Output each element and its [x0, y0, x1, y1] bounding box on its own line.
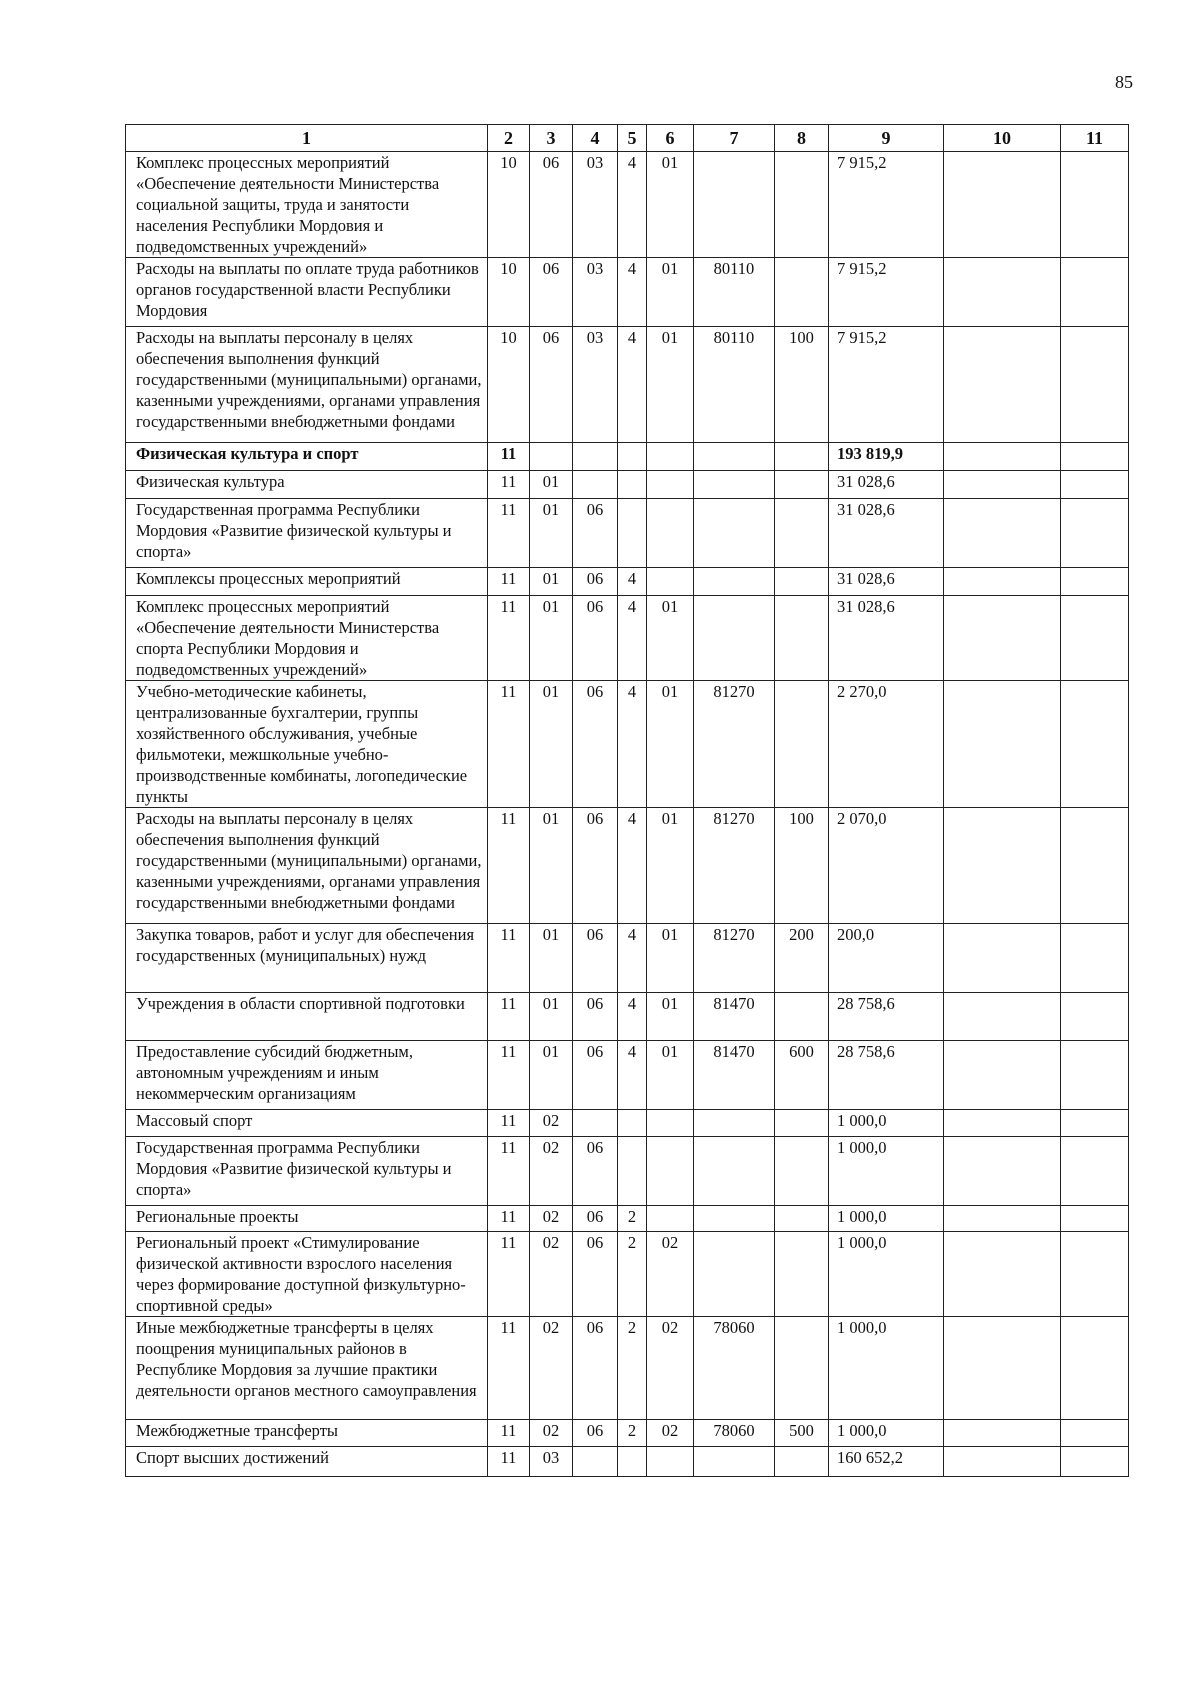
code-cell-col-7: 80110	[694, 327, 775, 443]
code-cell-col-11	[1061, 1447, 1129, 1477]
code-cell-col-2: 11	[488, 1206, 530, 1232]
code-cell-col-2: 11	[488, 499, 530, 568]
code-cell-col-7	[694, 443, 775, 471]
code-cell-col-8	[775, 443, 829, 471]
row-name-cell: Комплекс процессных мероприятий «Обеспечение деятельности Министерства социальной защиты, труда и занятости населения Республики Мордовия и подведомственных учреждений»	[126, 152, 488, 258]
code-cell-col-3: 06	[530, 152, 573, 258]
column-header-5: 5	[618, 125, 647, 152]
code-cell-col-7	[694, 1206, 775, 1232]
code-cell-col-2: 11	[488, 1110, 530, 1137]
code-cell-col-2: 10	[488, 152, 530, 258]
code-cell-col-3: 01	[530, 808, 573, 924]
code-cell-col-3: 01	[530, 681, 573, 808]
row-name-cell: Физическая культура и спорт	[126, 443, 488, 471]
code-cell-col-8	[775, 1137, 829, 1206]
code-cell-col-11	[1061, 499, 1129, 568]
code-cell-col-3: 02	[530, 1317, 573, 1420]
code-cell-col-10	[944, 681, 1061, 808]
code-cell-col-10	[944, 152, 1061, 258]
code-cell-col-3: 01	[530, 471, 573, 499]
table-row	[126, 1110, 1129, 1137]
code-cell-col-11	[1061, 1317, 1129, 1420]
code-cell-col-11	[1061, 471, 1129, 499]
code-cell-col-10	[944, 1232, 1061, 1317]
code-cell-col-7	[694, 471, 775, 499]
code-cell-col-4: 06	[573, 1420, 618, 1447]
row-name-cell: Закупка товаров, работ и услуг для обеспечения государственных (муниципальных) нужд	[126, 924, 488, 993]
column-header-9: 9	[829, 125, 944, 152]
code-cell-col-10	[944, 993, 1061, 1041]
code-cell-col-6	[647, 499, 694, 568]
code-cell-col-6: 01	[647, 808, 694, 924]
table-row	[126, 681, 1129, 808]
table-row	[126, 1447, 1129, 1477]
code-cell-col-7	[694, 1232, 775, 1317]
row-name-cell: Комплекс процессных мероприятий «Обеспечение деятельности Министерства спорта Республики Мордовия и подведомственных учреждений»	[126, 596, 488, 681]
code-cell-col-4	[573, 1447, 618, 1477]
code-cell-col-6: 01	[647, 152, 694, 258]
code-cell-col-11	[1061, 1420, 1129, 1447]
code-cell-col-10	[944, 499, 1061, 568]
table-row	[126, 808, 1129, 924]
code-cell-col-8	[775, 499, 829, 568]
code-cell-col-3: 01	[530, 568, 573, 596]
code-cell-col-5: 4	[618, 1041, 647, 1110]
amount-cell: 2 270,0	[829, 681, 944, 808]
table-row	[126, 443, 1129, 471]
row-name-cell: Региональный проект «Стимулирование физической активности взрослого населения через формирование доступной физкультурно-спортивной среды»	[126, 1232, 488, 1317]
code-cell-col-8: 600	[775, 1041, 829, 1110]
amount-cell: 1 000,0	[829, 1110, 944, 1137]
amount-cell: 7 915,2	[829, 152, 944, 258]
code-cell-col-11	[1061, 681, 1129, 808]
code-cell-col-6	[647, 471, 694, 499]
code-cell-col-2: 11	[488, 924, 530, 993]
code-cell-col-6: 01	[647, 258, 694, 327]
table-row	[126, 327, 1129, 443]
code-cell-col-8: 200	[775, 924, 829, 993]
code-cell-col-3: 02	[530, 1232, 573, 1317]
amount-cell: 31 028,6	[829, 499, 944, 568]
code-cell-col-5: 4	[618, 924, 647, 993]
code-cell-col-2: 11	[488, 1420, 530, 1447]
code-cell-col-11	[1061, 152, 1129, 258]
row-name-cell: Региональные проекты	[126, 1206, 488, 1232]
code-cell-col-4: 06	[573, 681, 618, 808]
code-cell-col-10	[944, 1041, 1061, 1110]
code-cell-col-10	[944, 808, 1061, 924]
code-cell-col-7	[694, 1447, 775, 1477]
code-cell-col-6: 01	[647, 924, 694, 993]
row-name-cell: Иные межбюджетные трансферты в целях поощрения муниципальных районов в Республике Мордовия за лучшие практики деятельности органов местного самоуправления	[126, 1317, 488, 1420]
code-cell-col-5: 4	[618, 258, 647, 327]
code-cell-col-2: 11	[488, 1317, 530, 1420]
code-cell-col-6: 01	[647, 993, 694, 1041]
code-cell-col-4: 06	[573, 596, 618, 681]
row-name-cell: Учебно-методические кабинеты, централизованные бухгалтерии, группы хозяйственного обслуживания, учебные фильмотеки, межшкольные учебно-производственные комбинаты, логопедические пункты	[126, 681, 488, 808]
column-header-4: 4	[573, 125, 618, 152]
header-row	[126, 125, 1129, 152]
amount-cell: 28 758,6	[829, 1041, 944, 1110]
code-cell-col-6	[647, 1110, 694, 1137]
code-cell-col-4: 06	[573, 1232, 618, 1317]
row-name-cell: Межбюджетные трансферты	[126, 1420, 488, 1447]
amount-cell: 1 000,0	[829, 1137, 944, 1206]
code-cell-col-5	[618, 1110, 647, 1137]
code-cell-col-10	[944, 596, 1061, 681]
code-cell-col-7	[694, 596, 775, 681]
code-cell-col-3: 02	[530, 1420, 573, 1447]
table-row	[126, 1232, 1129, 1317]
code-cell-col-3: 06	[530, 258, 573, 327]
code-cell-col-7: 81270	[694, 808, 775, 924]
row-name-cell: Государственная программа Республики Мордовия «Развитие физической культуры и спорта»	[126, 499, 488, 568]
code-cell-col-5	[618, 471, 647, 499]
code-cell-col-3: 02	[530, 1206, 573, 1232]
row-name-cell: Спорт высших достижений	[126, 1447, 488, 1477]
row-name-cell: Предоставление субсидий бюджетным, автономным учреждениям и иным некоммерческим организациям	[126, 1041, 488, 1110]
code-cell-col-2: 11	[488, 681, 530, 808]
column-header-2: 2	[488, 125, 530, 152]
table-row	[126, 568, 1129, 596]
code-cell-col-8	[775, 1447, 829, 1477]
row-name-cell: Массовый спорт	[126, 1110, 488, 1137]
table-row	[126, 596, 1129, 681]
table-row	[126, 924, 1129, 993]
code-cell-col-5: 4	[618, 681, 647, 808]
code-cell-col-6	[647, 1137, 694, 1206]
code-cell-col-11	[1061, 808, 1129, 924]
code-cell-col-11	[1061, 924, 1129, 993]
code-cell-col-10	[944, 924, 1061, 993]
code-cell-col-11	[1061, 568, 1129, 596]
code-cell-col-8: 500	[775, 1420, 829, 1447]
code-cell-col-11	[1061, 1206, 1129, 1232]
code-cell-col-10	[944, 1317, 1061, 1420]
code-cell-col-6	[647, 443, 694, 471]
code-cell-col-10	[944, 1137, 1061, 1206]
code-cell-col-11	[1061, 1110, 1129, 1137]
amount-cell: 1 000,0	[829, 1317, 944, 1420]
table-body	[126, 152, 1129, 1477]
code-cell-col-7: 81270	[694, 681, 775, 808]
amount-cell: 1 000,0	[829, 1232, 944, 1317]
amount-cell: 193 819,9	[829, 443, 944, 471]
column-header-8: 8	[775, 125, 829, 152]
code-cell-col-4: 06	[573, 499, 618, 568]
code-cell-col-3: 01	[530, 993, 573, 1041]
table-row	[126, 258, 1129, 327]
code-cell-col-7	[694, 1137, 775, 1206]
code-cell-col-7: 81470	[694, 993, 775, 1041]
code-cell-col-4: 06	[573, 993, 618, 1041]
row-name-cell: Комплексы процессных мероприятий	[126, 568, 488, 596]
code-cell-col-3: 02	[530, 1110, 573, 1137]
code-cell-col-8	[775, 258, 829, 327]
row-name-cell: Государственная программа Республики Мордовия «Развитие физической культуры и спорта»	[126, 1137, 488, 1206]
amount-cell: 7 915,2	[829, 258, 944, 327]
code-cell-col-7: 78060	[694, 1420, 775, 1447]
code-cell-col-4: 06	[573, 1041, 618, 1110]
code-cell-col-8	[775, 568, 829, 596]
code-cell-col-2: 10	[488, 327, 530, 443]
code-cell-col-10	[944, 568, 1061, 596]
code-cell-col-3	[530, 443, 573, 471]
amount-cell: 31 028,6	[829, 568, 944, 596]
code-cell-col-3: 01	[530, 499, 573, 568]
code-cell-col-10	[944, 1420, 1061, 1447]
code-cell-col-11	[1061, 327, 1129, 443]
code-cell-col-3: 01	[530, 924, 573, 993]
code-cell-col-4: 06	[573, 1137, 618, 1206]
code-cell-col-8	[775, 681, 829, 808]
code-cell-col-5: 4	[618, 152, 647, 258]
code-cell-col-8	[775, 471, 829, 499]
code-cell-col-7: 81470	[694, 1041, 775, 1110]
code-cell-col-10	[944, 327, 1061, 443]
code-cell-col-11	[1061, 993, 1129, 1041]
code-cell-col-6: 01	[647, 681, 694, 808]
table-row	[126, 1206, 1129, 1232]
row-name-cell: Расходы на выплаты по оплате труда работников органов государственной власти Республики Мордовия	[126, 258, 488, 327]
code-cell-col-10	[944, 443, 1061, 471]
column-header-11: 11	[1061, 125, 1129, 152]
code-cell-col-5: 2	[618, 1232, 647, 1317]
code-cell-col-4	[573, 443, 618, 471]
column-header-1: 1	[126, 125, 488, 152]
code-cell-col-8	[775, 1206, 829, 1232]
code-cell-col-2: 11	[488, 808, 530, 924]
code-cell-col-8: 100	[775, 327, 829, 443]
budget-table	[125, 124, 1129, 1477]
row-name-cell: Физическая культура	[126, 471, 488, 499]
code-cell-col-10	[944, 258, 1061, 327]
amount-cell: 160 652,2	[829, 1447, 944, 1477]
code-cell-col-5: 4	[618, 327, 647, 443]
amount-cell: 200,0	[829, 924, 944, 993]
code-cell-col-5: 2	[618, 1317, 647, 1420]
code-cell-col-11	[1061, 258, 1129, 327]
code-cell-col-5: 2	[618, 1206, 647, 1232]
code-cell-col-6: 02	[647, 1420, 694, 1447]
code-cell-col-5: 2	[618, 1420, 647, 1447]
code-cell-col-8: 100	[775, 808, 829, 924]
code-cell-col-3: 01	[530, 1041, 573, 1110]
table-row	[126, 1420, 1129, 1447]
code-cell-col-2: 10	[488, 258, 530, 327]
amount-cell: 1 000,0	[829, 1420, 944, 1447]
code-cell-col-4: 03	[573, 258, 618, 327]
code-cell-col-4: 06	[573, 1206, 618, 1232]
code-cell-col-7	[694, 1110, 775, 1137]
amount-cell: 1 000,0	[829, 1206, 944, 1232]
code-cell-col-3: 02	[530, 1137, 573, 1206]
code-cell-col-10	[944, 1447, 1061, 1477]
code-cell-col-11	[1061, 1232, 1129, 1317]
code-cell-col-11	[1061, 1137, 1129, 1206]
code-cell-col-2: 11	[488, 1232, 530, 1317]
code-cell-col-11	[1061, 1041, 1129, 1110]
amount-cell: 7 915,2	[829, 327, 944, 443]
code-cell-col-2: 11	[488, 596, 530, 681]
table-row	[126, 499, 1129, 568]
amount-cell: 31 028,6	[829, 596, 944, 681]
code-cell-col-10	[944, 1206, 1061, 1232]
code-cell-col-7	[694, 499, 775, 568]
code-cell-col-5: 4	[618, 993, 647, 1041]
amount-cell: 31 028,6	[829, 471, 944, 499]
code-cell-col-7: 78060	[694, 1317, 775, 1420]
code-cell-col-7	[694, 152, 775, 258]
code-cell-col-5: 4	[618, 596, 647, 681]
column-header-10: 10	[944, 125, 1061, 152]
code-cell-col-8	[775, 993, 829, 1041]
row-name-cell: Учреждения в области спортивной подготовки	[126, 993, 488, 1041]
row-name-cell: Расходы на выплаты персоналу в целях обеспечения выполнения функций государственными (муниципальными) органами, казенными учреждениями, органами управления государственными внебюджетными фондами	[126, 808, 488, 924]
column-header-7: 7	[694, 125, 775, 152]
table-row	[126, 1317, 1129, 1420]
column-header-6: 6	[647, 125, 694, 152]
amount-cell: 2 070,0	[829, 808, 944, 924]
code-cell-col-6: 01	[647, 1041, 694, 1110]
code-cell-col-4	[573, 1110, 618, 1137]
code-cell-col-5	[618, 1447, 647, 1477]
code-cell-col-4: 06	[573, 1317, 618, 1420]
code-cell-col-7: 81270	[694, 924, 775, 993]
code-cell-col-2: 11	[488, 1447, 530, 1477]
code-cell-col-3: 01	[530, 596, 573, 681]
page-number: 85	[1115, 72, 1133, 92]
table-row	[126, 471, 1129, 499]
code-cell-col-8	[775, 152, 829, 258]
column-header-3: 3	[530, 125, 573, 152]
table-row	[126, 1137, 1129, 1206]
code-cell-col-4: 06	[573, 924, 618, 993]
code-cell-col-6: 02	[647, 1232, 694, 1317]
code-cell-col-4: 03	[573, 327, 618, 443]
code-cell-col-6: 02	[647, 1317, 694, 1420]
code-cell-col-6	[647, 568, 694, 596]
code-cell-col-8	[775, 1110, 829, 1137]
code-cell-col-6: 01	[647, 327, 694, 443]
code-cell-col-6	[647, 1447, 694, 1477]
code-cell-col-2: 11	[488, 471, 530, 499]
code-cell-col-5	[618, 499, 647, 568]
code-cell-col-7	[694, 568, 775, 596]
code-cell-col-4: 06	[573, 808, 618, 924]
table-row	[126, 1041, 1129, 1110]
code-cell-col-2: 11	[488, 1137, 530, 1206]
code-cell-col-6	[647, 1206, 694, 1232]
code-cell-col-8	[775, 1232, 829, 1317]
code-cell-col-10	[944, 471, 1061, 499]
code-cell-col-7: 80110	[694, 258, 775, 327]
code-cell-col-4: 06	[573, 568, 618, 596]
code-cell-col-4	[573, 471, 618, 499]
code-cell-col-2: 11	[488, 568, 530, 596]
code-cell-col-5: 4	[618, 808, 647, 924]
code-cell-col-5: 4	[618, 568, 647, 596]
row-name-cell: Расходы на выплаты персоналу в целях обеспечения выполнения функций государственными (муниципальными) органами, казенными учреждениями, органами управления государственными внебюджетными фондами	[126, 327, 488, 443]
code-cell-col-2: 11	[488, 1041, 530, 1110]
code-cell-col-8	[775, 596, 829, 681]
code-cell-col-11	[1061, 596, 1129, 681]
code-cell-col-3: 06	[530, 327, 573, 443]
code-cell-col-5	[618, 1137, 647, 1206]
code-cell-col-6: 01	[647, 596, 694, 681]
code-cell-col-11	[1061, 443, 1129, 471]
table-row	[126, 152, 1129, 258]
table-row	[126, 993, 1129, 1041]
code-cell-col-2: 11	[488, 993, 530, 1041]
code-cell-col-2: 11	[488, 443, 530, 471]
code-cell-col-4: 03	[573, 152, 618, 258]
code-cell-col-5	[618, 443, 647, 471]
code-cell-col-10	[944, 1110, 1061, 1137]
amount-cell: 28 758,6	[829, 993, 944, 1041]
code-cell-col-3: 03	[530, 1447, 573, 1477]
code-cell-col-8	[775, 1317, 829, 1420]
